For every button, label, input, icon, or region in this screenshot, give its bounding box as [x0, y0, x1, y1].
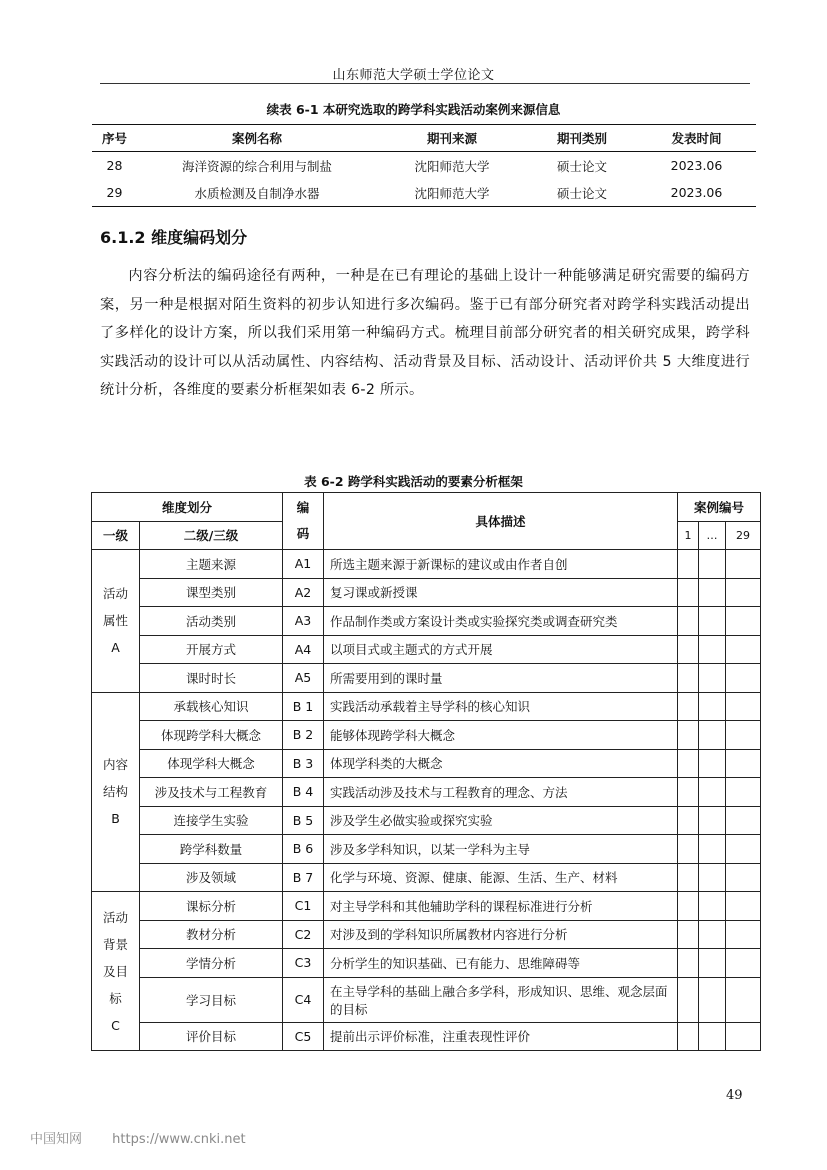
case-cell [726, 635, 761, 664]
header-rule [100, 83, 750, 84]
col-header-category: 期刊类别 [527, 125, 637, 152]
table-row [92, 1022, 761, 1051]
header-description: 具体描述 [324, 493, 678, 550]
case-cell [726, 550, 761, 579]
dimension-level-1 [92, 550, 140, 693]
table-row [92, 152, 756, 180]
case-cell [699, 607, 726, 636]
case-cell [699, 806, 726, 835]
table-row [92, 721, 761, 750]
cell-source: 沈阳师范大学 [377, 179, 527, 207]
dimension-description: 涉及学生必做实验或探究实验 [324, 806, 678, 835]
dimension-level-2: 连接学生实验 [140, 806, 283, 835]
dimension-level-2: 活动类别 [140, 607, 283, 636]
dimension-level-2: 跨学科数量 [140, 835, 283, 864]
table-row [92, 692, 761, 721]
table-row [92, 635, 761, 664]
table-row [92, 806, 761, 835]
header-case-number: 案例编号 [678, 493, 761, 522]
dimension-code: A2 [283, 578, 324, 607]
dimension-label-line: 属性 [102, 613, 128, 629]
table-row [92, 835, 761, 864]
dimension-code: C4 [283, 977, 324, 1022]
dimension-code: C1 [283, 892, 324, 921]
header-level-2-3: 二级/三级 [140, 521, 283, 550]
case-cell [699, 949, 726, 978]
cell-source: 沈阳师范大学 [414, 158, 490, 174]
dimension-code: B 6 [283, 835, 324, 864]
dimension-label-line: A [111, 640, 120, 656]
dimension-level-2: 主题来源 [140, 550, 283, 579]
dimension-level-2: 教材分析 [140, 920, 283, 949]
dimension-label-line: 结构 [102, 784, 128, 800]
case-cell [726, 806, 761, 835]
case-cell [678, 550, 699, 579]
case-cell [678, 835, 699, 864]
dimension-description: 所需要用到的课时量 [324, 664, 678, 693]
footer-url: https://www.cnki.net [112, 1132, 246, 1147]
case-cell [726, 778, 761, 807]
dimension-label-line: 背景 [102, 936, 128, 952]
case-cell [678, 806, 699, 835]
table-6-2-caption: 表 6-2 跨学科实践活动的要素分析框架 [304, 474, 523, 489]
dimension-code: C3 [283, 949, 324, 978]
case-cell [726, 863, 761, 892]
dimension-level-2: 涉及领域 [140, 863, 283, 892]
dimension-level-2: 评价目标 [140, 1022, 283, 1051]
dimension-label-line: 及目 [102, 963, 128, 979]
table-6-2 [91, 492, 761, 1051]
dimension-label-line: B [111, 811, 120, 827]
case-cell [678, 692, 699, 721]
header-case-last: 29 [726, 521, 761, 550]
dimension-description: 作品制作类或方案设计类或实验探究类或调查研究类 [324, 607, 678, 636]
case-cell [678, 635, 699, 664]
dimension-level-2: 课标分析 [140, 892, 283, 921]
cell-case-name: 海洋资源的综合利用与制盐 [181, 158, 332, 174]
case-cell [678, 1022, 699, 1051]
col-header-source: 期刊来源 [377, 125, 527, 152]
table-row [92, 578, 761, 607]
cell-date: 2023.06 [637, 179, 756, 207]
case-cell [678, 721, 699, 750]
header-case-dots: … [699, 521, 726, 550]
case-cell [726, 920, 761, 949]
dimension-description: 在主导学科的基础上融合多学科，形成知识、思维、观念层面的目标 [324, 977, 678, 1022]
dimension-code: A5 [283, 664, 324, 693]
case-cell [699, 578, 726, 607]
cell-date: 2023.06 [670, 158, 723, 173]
dimension-description: 分析学生的知识基础、已有能力、思维障碍等 [324, 949, 678, 978]
header-level-1: 一级 [92, 521, 140, 550]
footer-watermark [30, 1128, 272, 1147]
header-case-first: 1 [678, 521, 699, 550]
case-cell [726, 607, 761, 636]
case-cell [726, 835, 761, 864]
section-heading: 6.1.2 维度编码划分 [100, 228, 248, 247]
dimension-code: B 4 [283, 778, 324, 807]
case-cell [726, 949, 761, 978]
case-cell [726, 892, 761, 921]
dimension-label-line: 标 [109, 990, 122, 1006]
case-cell [726, 692, 761, 721]
case-cell [678, 892, 699, 921]
table-row [92, 550, 761, 579]
case-cell [678, 920, 699, 949]
case-cell [678, 949, 699, 978]
cell-index: 29 [92, 179, 137, 207]
table-row [92, 863, 761, 892]
header-code-bottom: 码 [296, 526, 310, 541]
running-header: 山东师范大学硕士学位论文 [332, 68, 495, 83]
dimension-code: A4 [283, 635, 324, 664]
dimension-label-line: C [111, 1017, 120, 1033]
dimension-code: B 7 [283, 863, 324, 892]
case-cell [699, 778, 726, 807]
table-row [92, 920, 761, 949]
dimension-level-2: 课时时长 [140, 664, 283, 693]
dimension-description: 提前出示评价标准，注重表现性评价 [324, 1022, 678, 1051]
dimension-level-2: 涉及技术与工程教育 [140, 778, 283, 807]
table-row [92, 977, 761, 1022]
case-cell [699, 892, 726, 921]
table-row [92, 778, 761, 807]
case-cell [678, 578, 699, 607]
page-number: 49 [726, 1088, 743, 1103]
table-row [92, 664, 761, 693]
dimension-description: 对涉及到的学科知识所属教材内容进行分析 [324, 920, 678, 949]
dimension-description: 复习课或新授课 [324, 578, 678, 607]
case-cell [726, 977, 761, 1022]
col-header-index: 序号 [92, 125, 137, 152]
dimension-description: 实践活动涉及技术与工程教育的理念、方法 [324, 778, 678, 807]
dimension-code: A3 [283, 607, 324, 636]
dimension-level-2: 开展方式 [140, 635, 283, 664]
dimension-level-1 [92, 692, 140, 892]
case-cell [678, 664, 699, 693]
case-cell [699, 977, 726, 1022]
case-cell [726, 578, 761, 607]
table-6-1 [92, 124, 756, 207]
dimension-code: A1 [283, 550, 324, 579]
case-cell [726, 1022, 761, 1051]
header-code-top: 编 [296, 500, 310, 515]
case-cell [726, 664, 761, 693]
case-cell [678, 749, 699, 778]
case-cell [699, 1022, 726, 1051]
table-6-1-caption: 续表 6-1 本研究选取的跨学科实践活动案例来源信息 [266, 102, 561, 117]
case-cell [678, 607, 699, 636]
case-cell [699, 692, 726, 721]
dimension-label-line: 内容 [102, 757, 128, 773]
dimension-level-2: 学情分析 [140, 949, 283, 978]
body-paragraph: 内容分析法的编码途径有两种，一种是在已有理论的基础上设计一种能够满足研究需要的编码方案，另一种是根据对陌生资料的初步认知进行多次编码。鉴于已有部分研究者对跨学科实践活动提出了多样化的设计方案，所以我们采用第一种编码方式。梳理目前部分研究者的相关研究成果，跨学科实践活动的设计可以从活动属性、内容结构、活动背景及目标、活动设计、活动评价共 5 大维度进行统计分析，各维度的要素分析框架如表 6-2 所示。 [100, 268, 750, 399]
header-code [283, 493, 324, 550]
col-header-case-name: 案例名称 [137, 125, 377, 152]
dimension-code: B 5 [283, 806, 324, 835]
dimension-code: B 1 [283, 692, 324, 721]
case-cell [699, 749, 726, 778]
footer-brand: 中国知网 [30, 1132, 83, 1147]
case-cell [726, 749, 761, 778]
dimension-description: 化学与环境、资源、健康、能源、生活、生产、材料 [324, 863, 678, 892]
dimension-description: 涉及多学科知识，以某一学科为主导 [324, 835, 678, 864]
case-cell [699, 635, 726, 664]
dimension-level-1 [92, 892, 140, 1051]
dimension-description: 体现学科类的大概念 [324, 749, 678, 778]
case-cell [699, 920, 726, 949]
case-cell [678, 778, 699, 807]
cell-category: 硕士论文 [556, 158, 607, 174]
dimension-level-2: 学习目标 [140, 977, 283, 1022]
dimension-level-2: 体现学科大概念 [140, 749, 283, 778]
case-cell [678, 863, 699, 892]
dimension-code: C5 [283, 1022, 324, 1051]
case-cell [726, 721, 761, 750]
dimension-description: 所选主题来源于新课标的建议或由作者自创 [324, 550, 678, 579]
table-row [92, 949, 761, 978]
cell-case-name: 水质检测及自制净水器 [137, 179, 377, 207]
dimension-description: 能够体现跨学科大概念 [324, 721, 678, 750]
cell-category: 硕士论文 [527, 179, 637, 207]
dimension-description: 实践活动承载着主导学科的核心知识 [324, 692, 678, 721]
table-row [92, 607, 761, 636]
col-header-date: 发表时间 [637, 125, 756, 152]
dimension-level-2: 承载核心知识 [140, 692, 283, 721]
cell-index: 28 [106, 158, 123, 173]
dimension-level-2: 体现跨学科大概念 [140, 721, 283, 750]
table-row [92, 179, 756, 207]
dimension-label-line: 活动 [102, 909, 128, 925]
case-cell [699, 863, 726, 892]
dimension-code: B 3 [283, 749, 324, 778]
case-cell [699, 721, 726, 750]
case-cell [699, 664, 726, 693]
dimension-level-2: 课型类别 [140, 578, 283, 607]
dimension-code: B 2 [283, 721, 324, 750]
dimension-code: C2 [283, 920, 324, 949]
case-cell [699, 835, 726, 864]
header-dimension: 维度划分 [92, 493, 283, 522]
dimension-description: 对主导学科和其他辅助学科的课程标准进行分析 [324, 892, 678, 921]
dimension-label-line: 活动 [102, 586, 128, 602]
case-cell [699, 550, 726, 579]
case-cell [678, 977, 699, 1022]
table-row [92, 892, 761, 921]
dimension-description: 以项目式或主题式的方式开展 [324, 635, 678, 664]
table-row [92, 749, 761, 778]
